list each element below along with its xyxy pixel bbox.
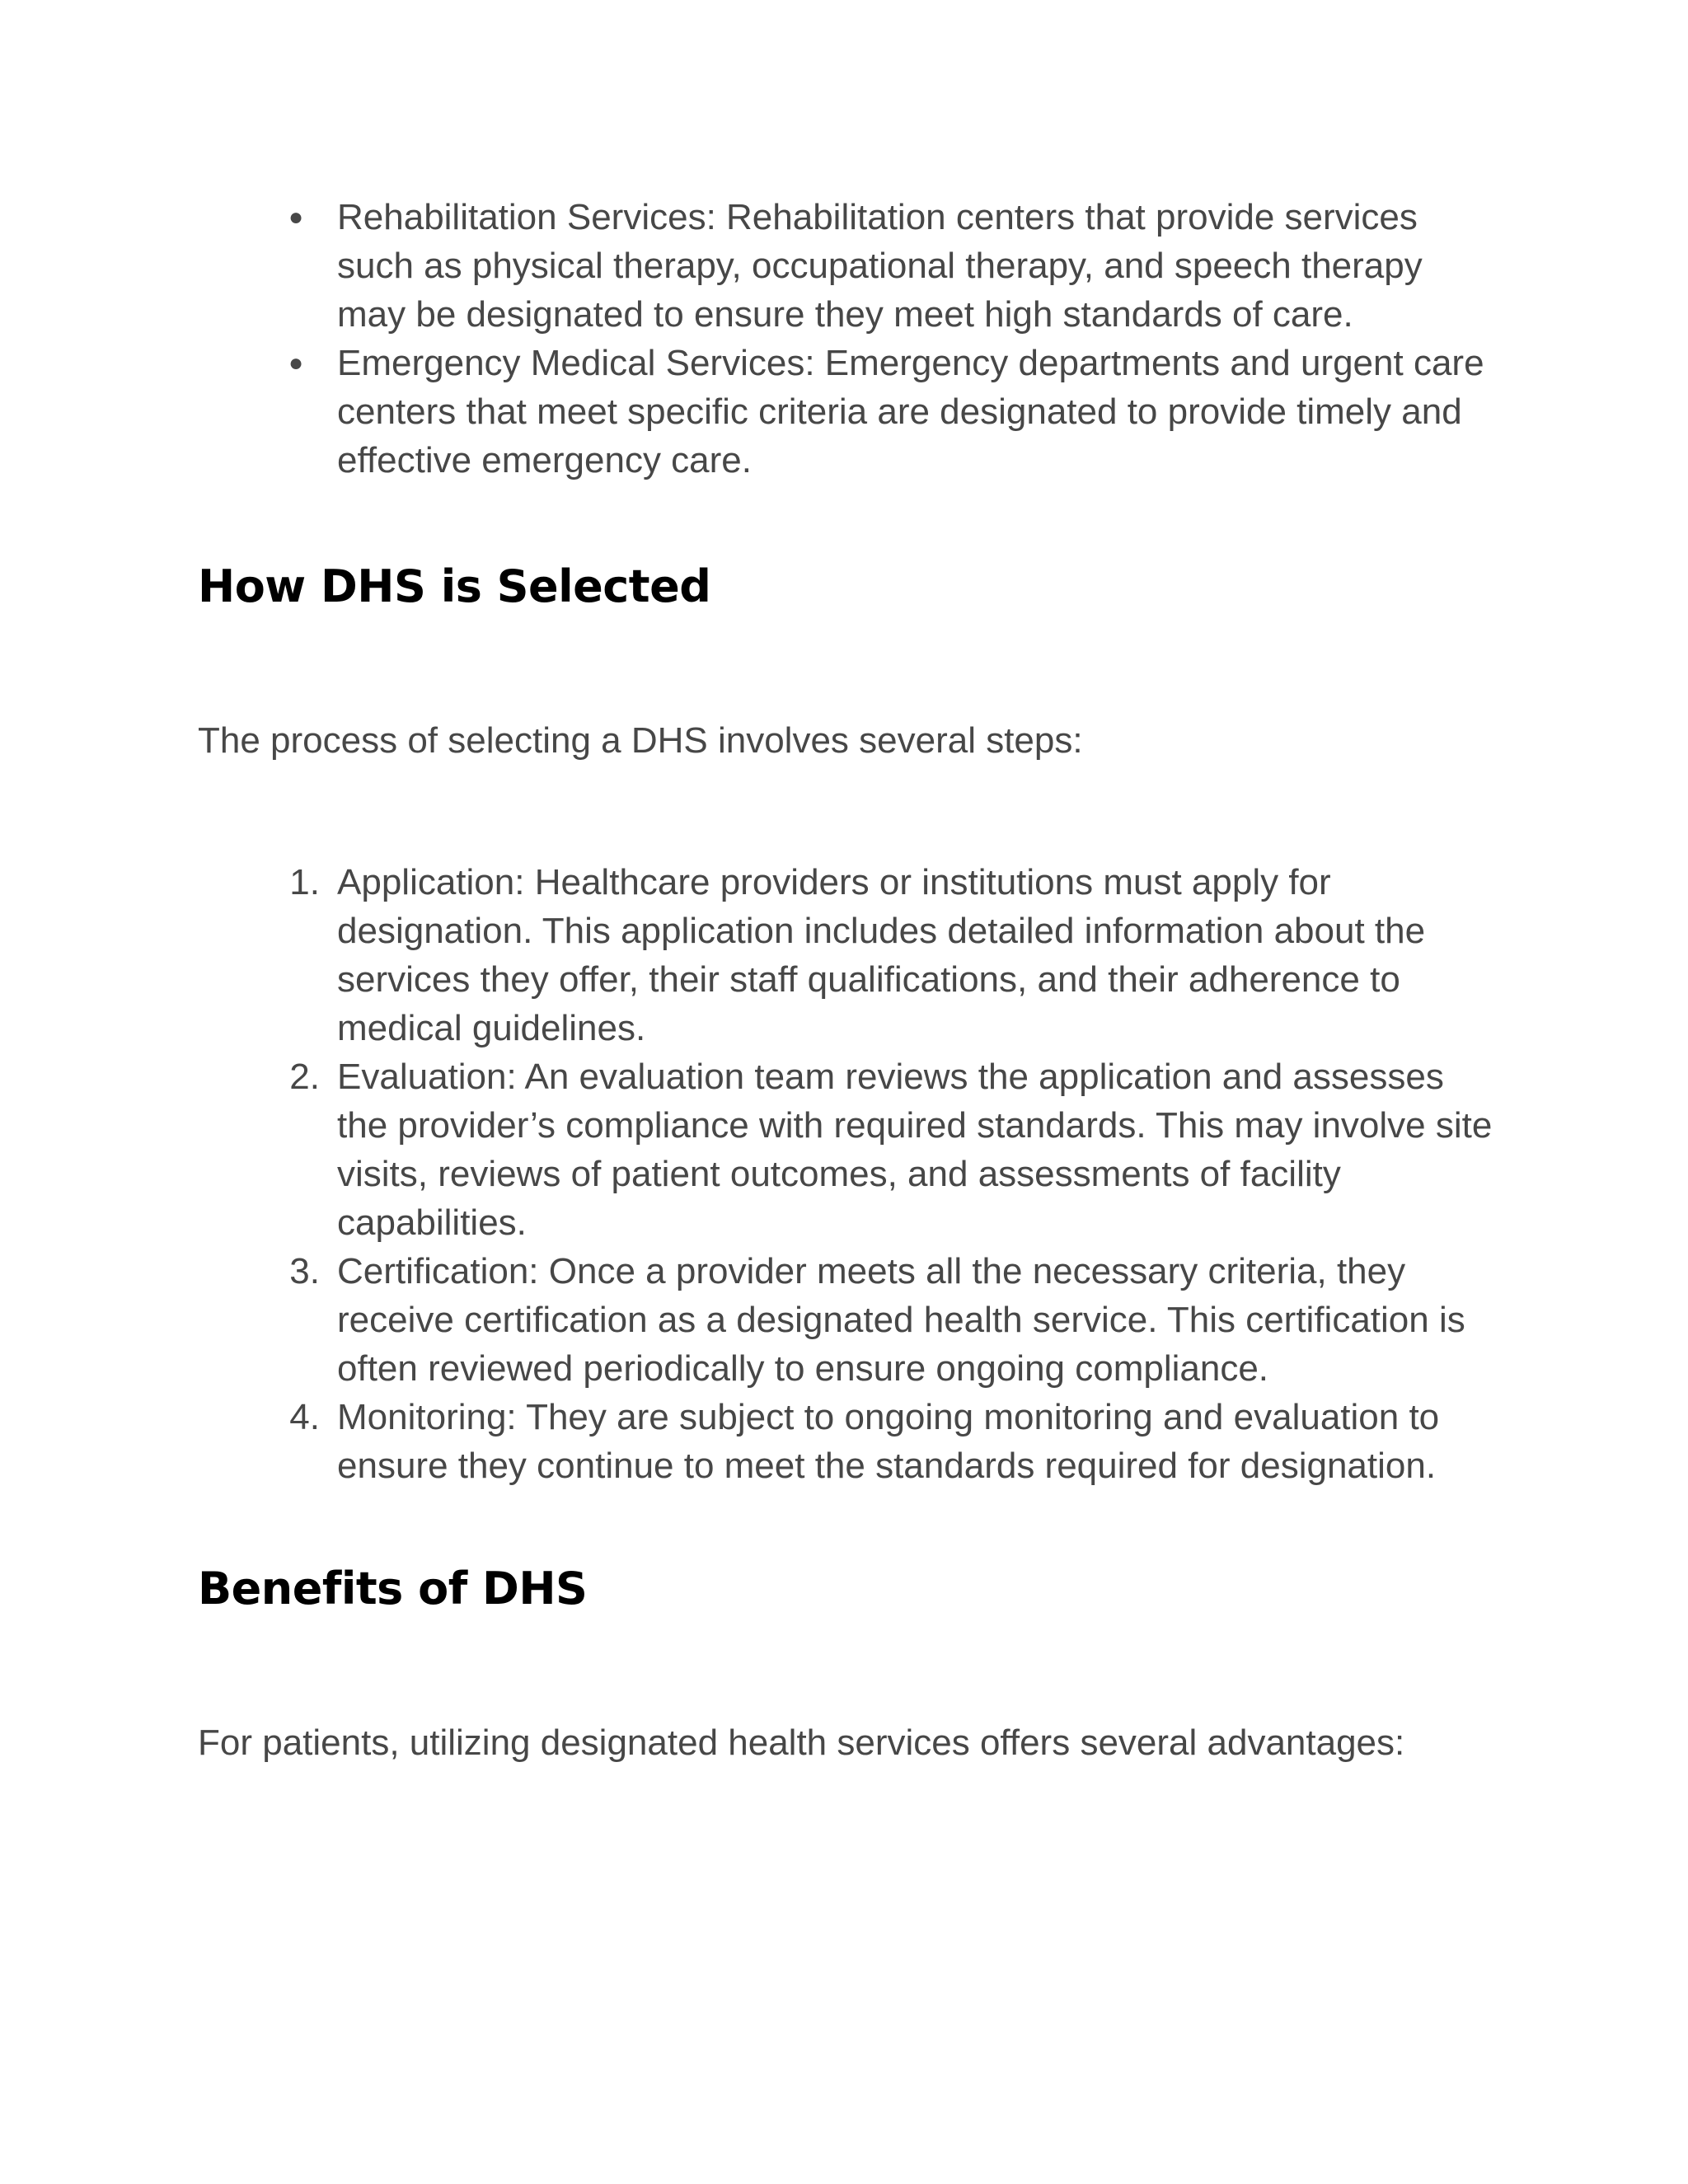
step-text: Evaluation: An evaluation team reviews the application and assesses the provider’s compliance with required standards. This may involve site visits, reviews of patient outcomes, and assessments of facility capabilities. <box>337 1057 1493 1243</box>
section-intro-benefits: For patients, utilizing designated health services offers several advantages: <box>198 1722 1405 1763</box>
bullet-text: Rehabilitation Services: Rehabilitation centers that provide services such as physical therapy, occupational therapy, and speech therapy may be designated to ensure they meet high standards of care. <box>337 197 1423 335</box>
bullet-text: Emergency Medical Services: Emergency departments and urgent care centers that meet specific criteria are designated to provide timely and effective emergency care. <box>337 343 1484 480</box>
step-number: 3. <box>289 1251 320 1291</box>
numbered-steps-list <box>198 858 1500 1490</box>
step-list-item <box>198 1052 1500 1247</box>
step-number: 2. <box>289 1057 320 1097</box>
section-heading-benefits: Benefits of DHS <box>198 1563 588 1615</box>
step-text: Application: Healthcare providers or institutions must apply for designation. This application includes detailed information about the services they offer, their staff qualifications, and their adherence to medical guidelines. <box>337 862 1426 1048</box>
step-list-item <box>198 1247 1500 1393</box>
step-number: 4. <box>289 1397 320 1437</box>
section-intro-selection: The process of selecting a DHS involves several steps: <box>198 720 1083 761</box>
bullet-list-item <box>198 193 1500 339</box>
step-text: Monitoring: They are subject to ongoing monitoring and evaluation to ensure they continue to meet the standards required for designation. <box>337 1397 1440 1486</box>
bullet-icon: ● <box>288 349 304 377</box>
step-text: Certification: Once a provider meets all the necessary criteria, they receive certification as a designated health service. This certification is often reviewed periodically to ensure ongoing compliance. <box>337 1251 1465 1389</box>
section-heading-selection: How DHS is Selected <box>198 560 711 612</box>
step-list-item <box>198 858 1500 1052</box>
bullet-icon: ● <box>288 204 304 231</box>
step-number: 1. <box>289 862 320 902</box>
bullet-list <box>198 193 1500 485</box>
step-list-item <box>198 1393 1500 1490</box>
bullet-list-item <box>198 339 1500 485</box>
